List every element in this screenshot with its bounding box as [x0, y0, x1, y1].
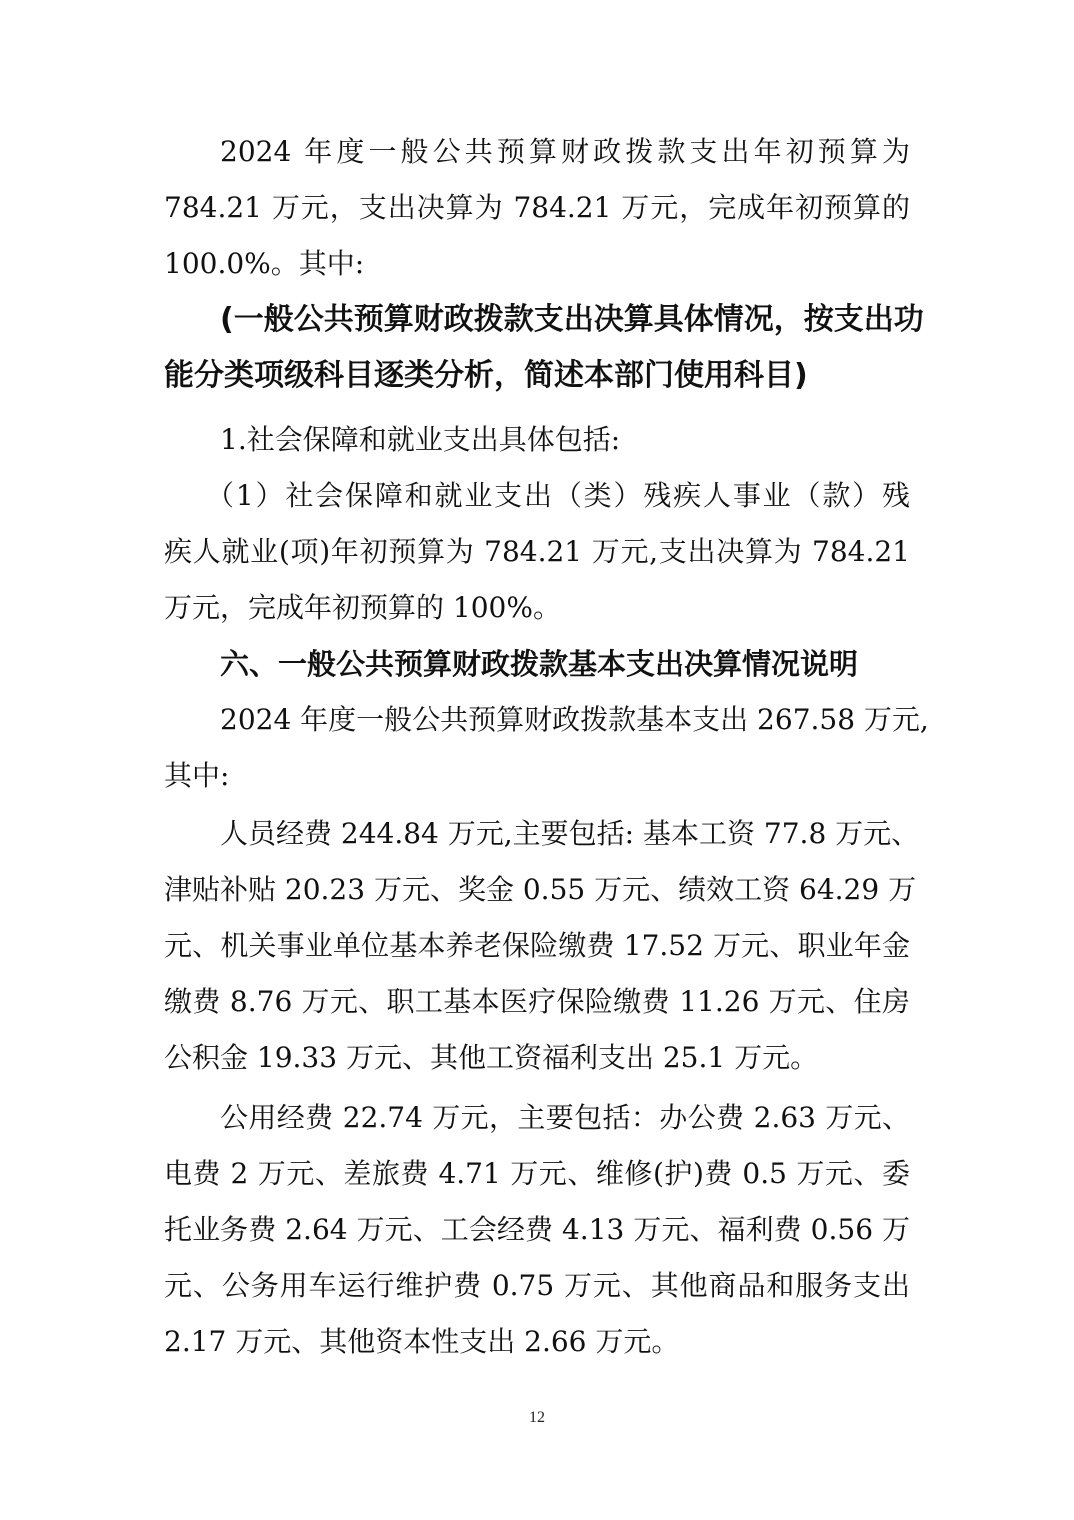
- personnel-line-5: 公积金 19.33 万元、其他工资福利支出 25.1 万元。: [164, 1041, 819, 1074]
- personnel-line-4: 缴费 8.76 万元、职工基本医疗保险缴费 11.26 万元、住房: [164, 985, 910, 1018]
- item1-line-3: 万元，完成年初预算的 100%。: [164, 591, 561, 624]
- note-line-2: 能分类项级科目逐类分析，简述本部门使用科目): [164, 358, 808, 393]
- public-line-3: 托业务费 2.64 万元、工会经费 4.13 万元、福利费 0.56 万: [164, 1213, 910, 1246]
- p1-line-3: 100.0%。其中:: [164, 247, 365, 280]
- section-six-heading: 六、一般公共预算财政拨款基本支出决算情况说明: [220, 647, 859, 681]
- p1-line-2: 784.21 万元，支出决算为 784.21 万元，完成年初预算的: [164, 191, 910, 224]
- public-line-1: 公用经费 22.74 万元，主要包括：办公费 2.63 万元、: [220, 1101, 910, 1134]
- item1-line-2: 疾人就业(项)年初预算为 784.21 万元,支出决算为 784.21: [164, 535, 910, 568]
- personnel-line-3: 元、机关事业单位基本养老保险缴费 17.52 万元、职业年金: [164, 929, 910, 962]
- item1-line-1: （1）社会保障和就业支出（类）残疾人事业（款）残: [206, 479, 910, 512]
- p1-line-1: 2024 年度一般公共预算财政拨款支出年初预算为: [220, 135, 910, 168]
- item1-title: 1.社会保障和就业支出具体包括:: [220, 423, 621, 456]
- public-line-4: 元、公务用车运行维护费 0.75 万元、其他商品和服务支出: [164, 1269, 910, 1302]
- public-line-5: 2.17 万元、其他资本性支出 2.66 万元。: [164, 1325, 680, 1358]
- personnel-line-1: 人员经费 244.84 万元,主要包括: 基本工资 77.8 万元、: [220, 817, 920, 850]
- personnel-line-2: 津贴补贴 20.23 万元、奖金 0.55 万元、绩效工资 64.29 万: [164, 873, 917, 906]
- basic-total-line-1: 2024 年度一般公共预算财政拨款基本支出 267.58 万元,: [220, 703, 929, 736]
- basic-total-line-2: 其中:: [164, 759, 230, 792]
- page-number: 12: [529, 1409, 545, 1426]
- public-line-2: 电费 2 万元、差旅费 4.71 万元、维修(护)费 0.5 万元、委: [164, 1157, 910, 1190]
- note-line-1: (一般公共预算财政拨款支出决算具体情况，按支出功: [220, 302, 924, 337]
